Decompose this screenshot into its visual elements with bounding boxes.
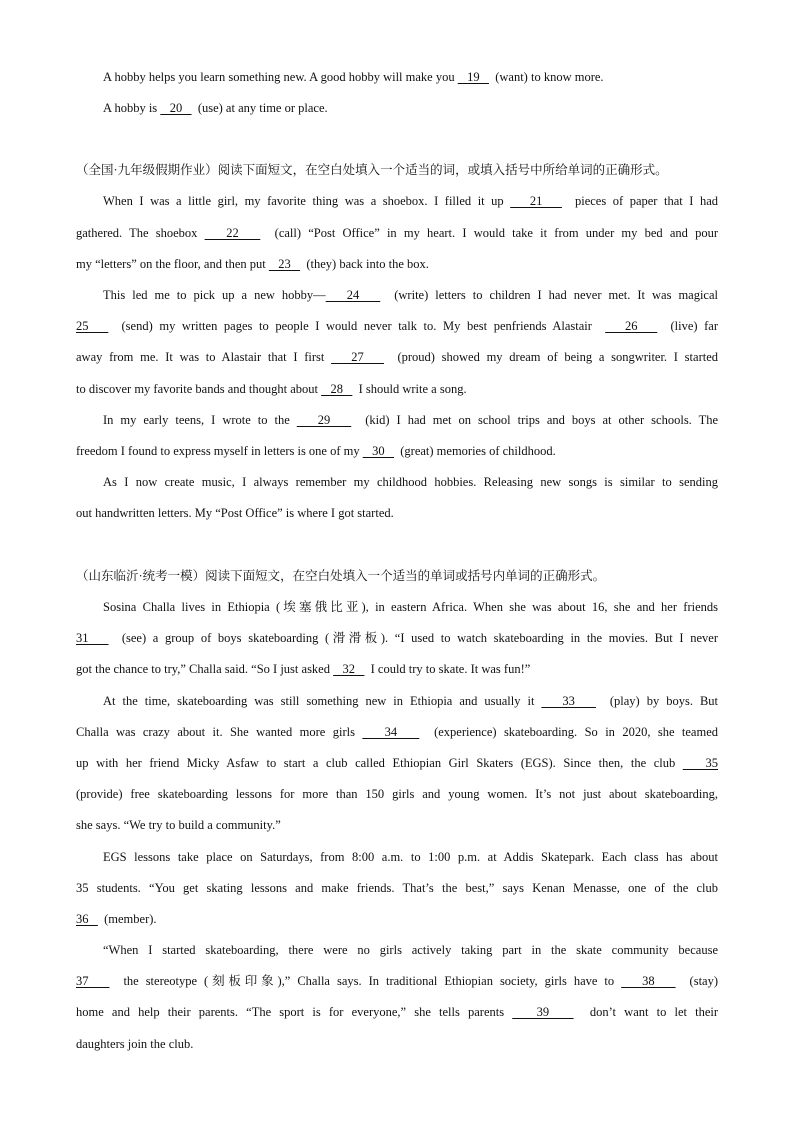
line-text: away from me. It was to Alastair that I first bbox=[76, 350, 332, 364]
line-text: (use) at any time or place. bbox=[191, 101, 328, 115]
answer-blank: 22 bbox=[204, 226, 261, 240]
line-text: (send) my written pages to people I would never talk to. My best penfriends Alastair bbox=[108, 319, 606, 333]
line-text: she says. “We try to build a community.” bbox=[76, 818, 281, 832]
line-text: (great) memories of childhood. bbox=[394, 444, 556, 458]
text-line bbox=[76, 505, 718, 521]
line-text: up with her friend Micky Asfaw to start a club called Ethiopian Girl Skaters (EGS). Since then, the club bbox=[76, 756, 683, 770]
line-text: A hobby is bbox=[103, 101, 161, 115]
line-text: my “letters” on the floor, and then put bbox=[76, 257, 269, 271]
text-line bbox=[76, 755, 718, 771]
line-text: (experience) skateboarding. So in 2020, she teamed bbox=[419, 725, 718, 739]
answer-blank: 21 bbox=[510, 194, 562, 208]
answer-blank: 31 bbox=[76, 631, 109, 645]
line-text: (call) “Post Office” in my heart. I would take it from under my bed and pour bbox=[260, 226, 718, 240]
line-text: (proud) showed my dream of being a songwriter. I started bbox=[383, 350, 719, 364]
line-text: 35 students. “You get skating lessons and make friends. That’s the best,” says Kenan Menasse, one of the club bbox=[76, 881, 718, 895]
text-line bbox=[76, 381, 718, 397]
line-text: In my early teens, I wrote to the bbox=[103, 413, 297, 427]
answer-blank: 36 bbox=[76, 912, 98, 926]
line-text: freedom I found to express myself in letters is one of my bbox=[76, 444, 363, 458]
line-text: (play) by boys. But bbox=[595, 694, 719, 708]
line-text: (want) to know more. bbox=[488, 70, 604, 84]
text-line bbox=[103, 193, 718, 209]
line-text: (they) back into the box. bbox=[300, 257, 429, 271]
answer-blank: 24 bbox=[325, 288, 381, 302]
text-line bbox=[103, 412, 718, 428]
answer-blank: 23 bbox=[268, 257, 301, 271]
line-text: A hobby helps you learn something new. A good hobby will make you bbox=[103, 70, 458, 84]
text-line bbox=[76, 1004, 718, 1020]
answer-blank: 32 bbox=[333, 662, 365, 676]
text-line bbox=[76, 630, 718, 646]
line-text: Sosina Challa lives in Ethiopia (埃塞俄比亚), in eastern Africa. When she was about 16, she and her friends bbox=[103, 600, 718, 614]
line-text: pieces of paper that I had bbox=[561, 194, 719, 208]
line-text: to discover my favorite bands and thought about bbox=[76, 382, 322, 396]
text-line bbox=[103, 474, 718, 490]
line-text: (kid) I had met on school trips and boys at other schools. The bbox=[351, 413, 719, 427]
text-line bbox=[76, 225, 718, 241]
text-line bbox=[76, 973, 718, 989]
text-line bbox=[103, 942, 718, 958]
line-text: As I now create music, I always remember my childhood hobbies. Releasing new songs is similar to sending bbox=[103, 475, 718, 489]
line-text: EGS lessons take place on Saturdays, from 8:00 a.m. to 1:00 p.m. at Addis Skatepark. Each class has about bbox=[103, 850, 718, 864]
line-text: out handwritten letters. My “Post Office” is where I got started. bbox=[76, 506, 394, 520]
text-line bbox=[76, 318, 718, 334]
text-line bbox=[76, 443, 718, 459]
line-text: daughters join the club. bbox=[76, 1037, 194, 1051]
line-text: “When I started skateboarding, there were no girls actively taking part in the skate community because bbox=[103, 943, 718, 957]
text-line bbox=[76, 817, 718, 833]
passage-heading bbox=[76, 162, 736, 178]
text-line bbox=[103, 100, 718, 116]
answer-blank: 29 bbox=[296, 413, 352, 427]
answer-blank: 39 bbox=[512, 1005, 574, 1019]
text-line bbox=[76, 349, 718, 365]
text-line bbox=[103, 849, 718, 865]
line-text: (live) far bbox=[657, 319, 719, 333]
text-line bbox=[76, 786, 718, 802]
answer-blank: 34 bbox=[362, 725, 420, 739]
line-text: (provide) free skateboarding lessons for more than 150 girls and young women. It’s not just about skateboarding, bbox=[76, 787, 718, 801]
text-line bbox=[76, 1036, 718, 1052]
line-text: (see) a group of boys skateboarding (滑滑板). “I used to watch skateboarding in the movies. But I never bbox=[108, 631, 718, 645]
line-text: don’t want to let their bbox=[573, 1005, 719, 1019]
text-line bbox=[76, 880, 718, 896]
line-text: (stay) bbox=[675, 974, 719, 988]
line-text: the stereotype (刻板印象),” Challa says. In traditional Ethiopian society, girls have to bbox=[109, 974, 622, 988]
text-line bbox=[76, 911, 718, 927]
line-text: home and help their parents. “The sport is for everyone,” she tells parents bbox=[76, 1005, 513, 1019]
answer-blank: 25 bbox=[76, 319, 109, 333]
line-text: (member). bbox=[97, 912, 157, 926]
text-line bbox=[103, 693, 718, 709]
line-text: (write) letters to children I had never met. It was magical bbox=[380, 288, 719, 302]
line-text: got the chance to try,” Challa said. “So I just asked bbox=[76, 662, 334, 676]
answer-blank: 19 bbox=[457, 70, 489, 84]
text-line bbox=[76, 724, 718, 740]
text-line bbox=[103, 599, 718, 615]
answer-blank: 37 bbox=[76, 974, 110, 988]
answer-blank: 38 bbox=[621, 974, 676, 988]
line-text: gathered. The shoebox bbox=[76, 226, 205, 240]
line-text: When I was a little girl, my favorite thing was a shoebox. I filled it up bbox=[103, 194, 511, 208]
answer-blank: 33 bbox=[541, 694, 596, 708]
passage-heading bbox=[76, 568, 736, 584]
line-text: Challa was crazy about it. She wanted more girls bbox=[76, 725, 363, 739]
answer-blank: 30 bbox=[362, 444, 394, 458]
line-text: I should write a song. bbox=[352, 382, 467, 396]
line-text: At the time, skateboarding was still something new in Ethiopia and usually it bbox=[103, 694, 542, 708]
text-line bbox=[76, 256, 718, 272]
answer-blank: 26 bbox=[605, 319, 658, 333]
answer-blank: 20 bbox=[160, 101, 192, 115]
answer-blank: 28 bbox=[321, 382, 353, 396]
text-line bbox=[103, 287, 718, 303]
text-line bbox=[76, 661, 718, 677]
answer-blank: 35 bbox=[682, 756, 718, 770]
line-text: This led me to pick up a new hobby— bbox=[103, 288, 326, 302]
line-text: （全国·九年级假期作业）阅读下面短文，在空白处填入一个适当的词，或填入括号中所给单词的正确形式。 bbox=[76, 163, 668, 177]
text-line bbox=[103, 69, 718, 85]
line-text: I could try to skate. It was fun!” bbox=[364, 662, 531, 676]
line-text: （山东临沂·统考一模）阅读下面短文，在空白处填入一个适当的单词或括号内单词的正确形式。 bbox=[76, 569, 606, 583]
answer-blank: 27 bbox=[331, 350, 384, 364]
